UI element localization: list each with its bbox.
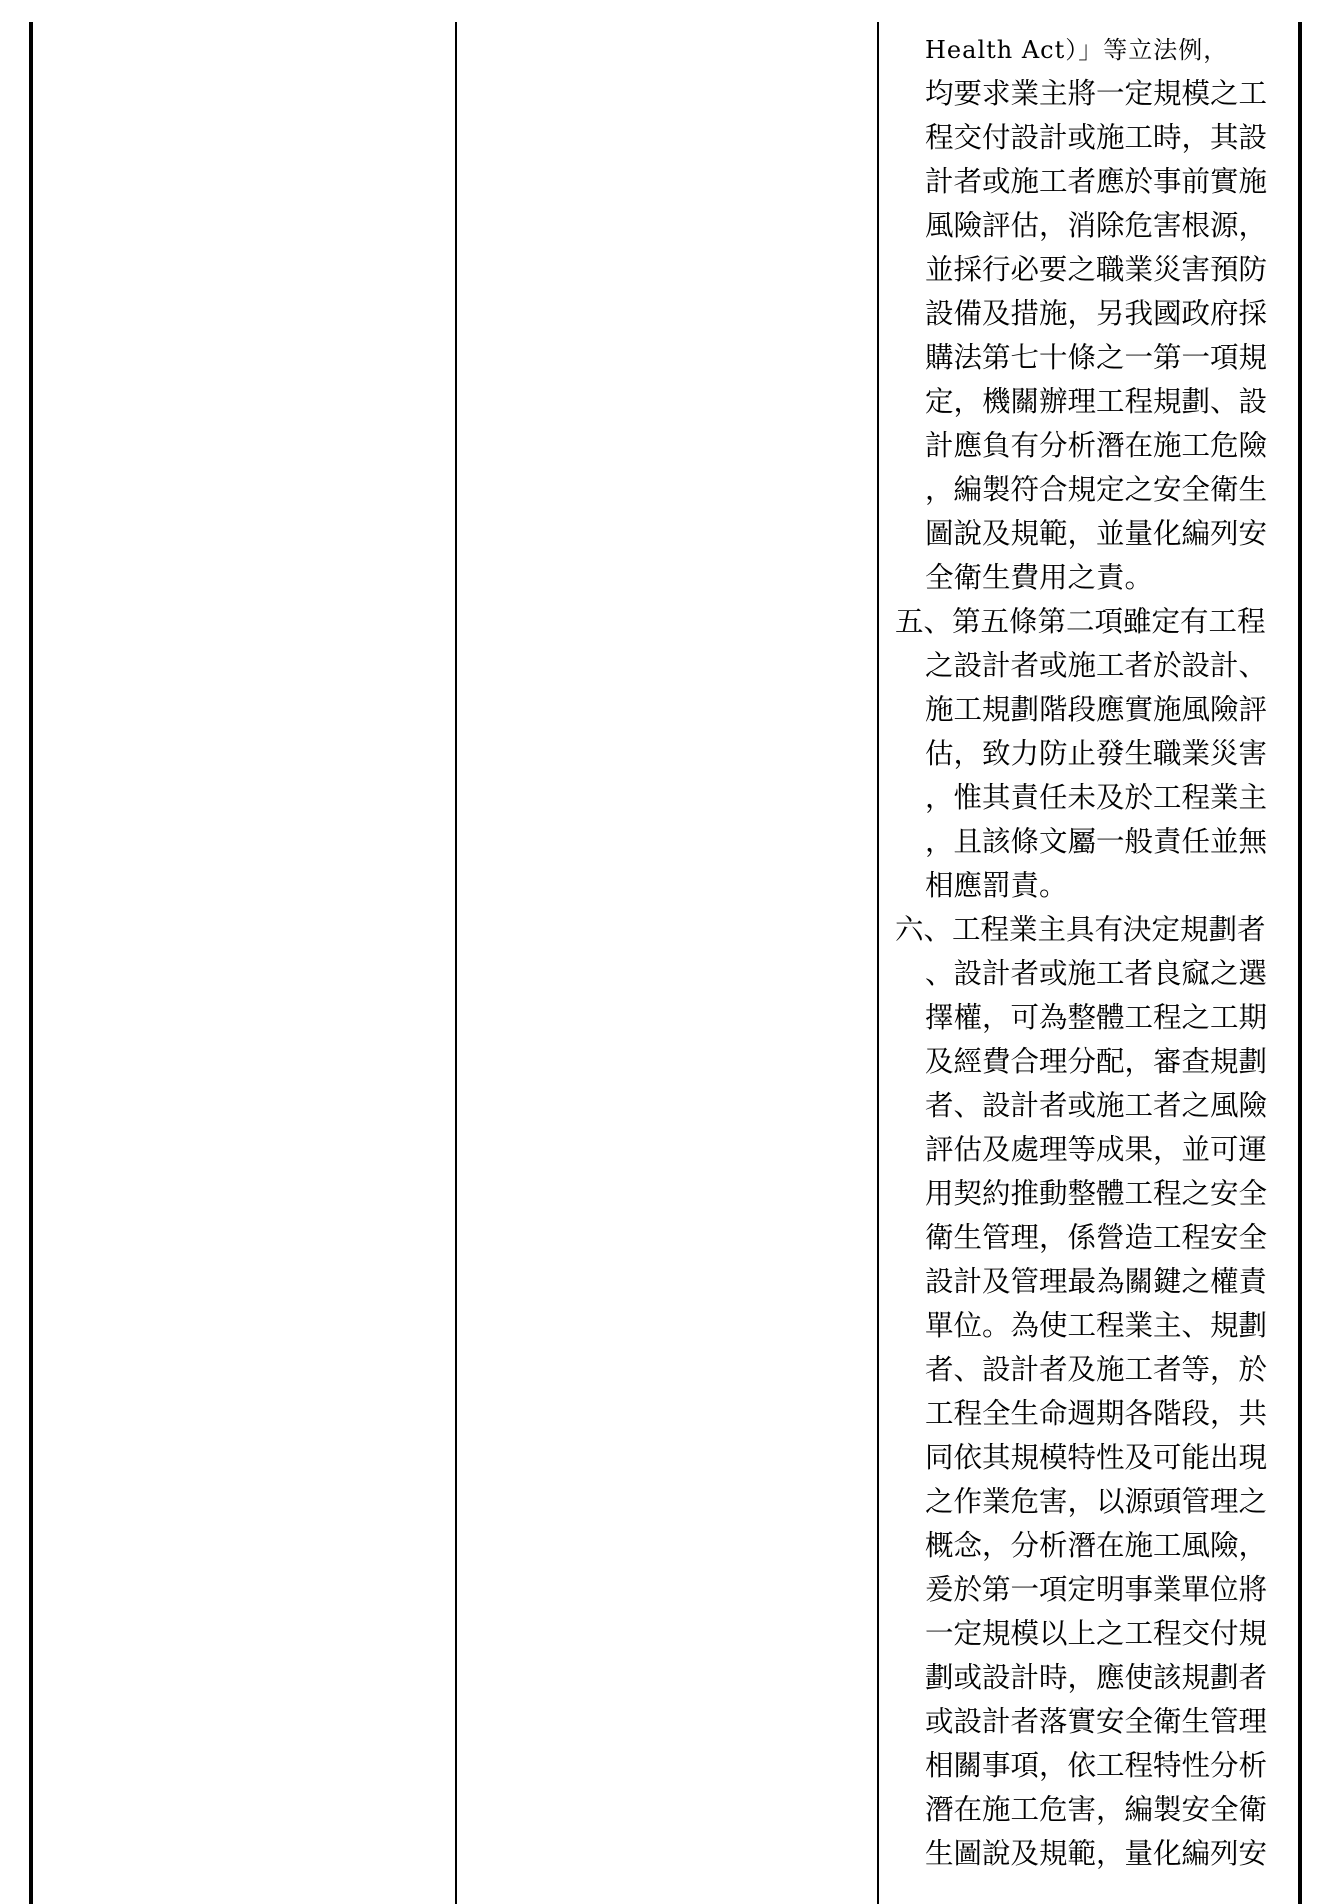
- text-line: 劃或設計時，應使該規劃者: [925, 1661, 1268, 1694]
- text-line: 圖說及規範，並量化編列安: [925, 517, 1268, 550]
- text-line: 計者或施工者應於事前實施: [925, 165, 1268, 198]
- text-line: ，編製符合規定之安全衛生: [925, 473, 1268, 506]
- text-line: 同依其規模特性及可能出現: [925, 1441, 1268, 1474]
- text-line: 評估及處理等成果，並可運: [925, 1133, 1268, 1166]
- text-line: 、設計者或施工者良窳之選: [925, 957, 1268, 990]
- text-line: 生圖說及規範，量化編列安: [925, 1837, 1268, 1870]
- text-line: ，惟其責任未及於工程業主: [925, 781, 1268, 814]
- text-line: 或設計者落實安全衛生管理: [925, 1705, 1268, 1738]
- text-line: 及經費合理分配，審查規劃: [925, 1045, 1268, 1078]
- table-border-right: [1298, 22, 1302, 1904]
- text-line: Health Act）」等立法例，: [925, 36, 1229, 64]
- text-line: 估，致力防止發生職業災害: [925, 737, 1268, 770]
- text-line: 潛在施工危害，編製安全衛: [925, 1793, 1268, 1826]
- table-border-left: [29, 22, 33, 1904]
- text-line: 概念，分析潛在施工風險，: [925, 1529, 1268, 1562]
- text-line: 風險評估，消除危害根源，: [925, 209, 1268, 242]
- item-6-heading: 六、工程業主具有決定規劃者: [895, 913, 1266, 946]
- text-line: 者、設計者或施工者之風險: [925, 1089, 1268, 1122]
- text-line: 用契約推動整體工程之安全: [925, 1177, 1268, 1210]
- text-line: 程交付設計或施工時，其設: [925, 121, 1268, 154]
- text-line: 計應負有分析潛在施工危險: [925, 429, 1268, 462]
- text-line: 全衛生費用之責。: [925, 561, 1154, 594]
- text-line: ，且該條文屬一般責任並無: [925, 825, 1268, 858]
- text-line: 設備及措施，另我國政府採: [925, 297, 1268, 330]
- text-line: 相應罰責。: [925, 869, 1068, 902]
- text-line: 工程全生命週期各階段，共: [925, 1397, 1268, 1430]
- text-line: 施工規劃階段應實施風險評: [925, 693, 1268, 726]
- text-line: 並採行必要之職業災害預防: [925, 253, 1268, 286]
- table-column-divider-2: [877, 22, 879, 1904]
- item-5-heading: 五、第五條第二項雖定有工程: [895, 605, 1266, 638]
- text-line: 爰於第一項定明事業單位將: [925, 1573, 1268, 1606]
- text-line: 定，機關辦理工程規劃、設: [925, 385, 1268, 418]
- text-line: 之作業危害，以源頭管理之: [925, 1485, 1268, 1518]
- text-line: 相關事項，依工程特性分析: [925, 1749, 1268, 1782]
- text-line: 一定規模以上之工程交付規: [925, 1617, 1268, 1650]
- text-line: 衛生管理，係營造工程安全: [925, 1221, 1268, 1254]
- text-line: 擇權，可為整體工程之工期: [925, 1001, 1268, 1034]
- table-column-divider-1: [455, 22, 457, 1904]
- text-line: 設計及管理最為關鍵之權責: [925, 1265, 1268, 1298]
- text-line: 者、設計者及施工者等，於: [925, 1353, 1268, 1386]
- text-line: 購法第七十條之一第一項規: [925, 341, 1268, 374]
- text-line: 單位。為使工程業主、規劃: [925, 1309, 1268, 1342]
- text-line: 之設計者或施工者於設計、: [925, 649, 1268, 682]
- text-line: 均要求業主將一定規模之工: [925, 77, 1268, 110]
